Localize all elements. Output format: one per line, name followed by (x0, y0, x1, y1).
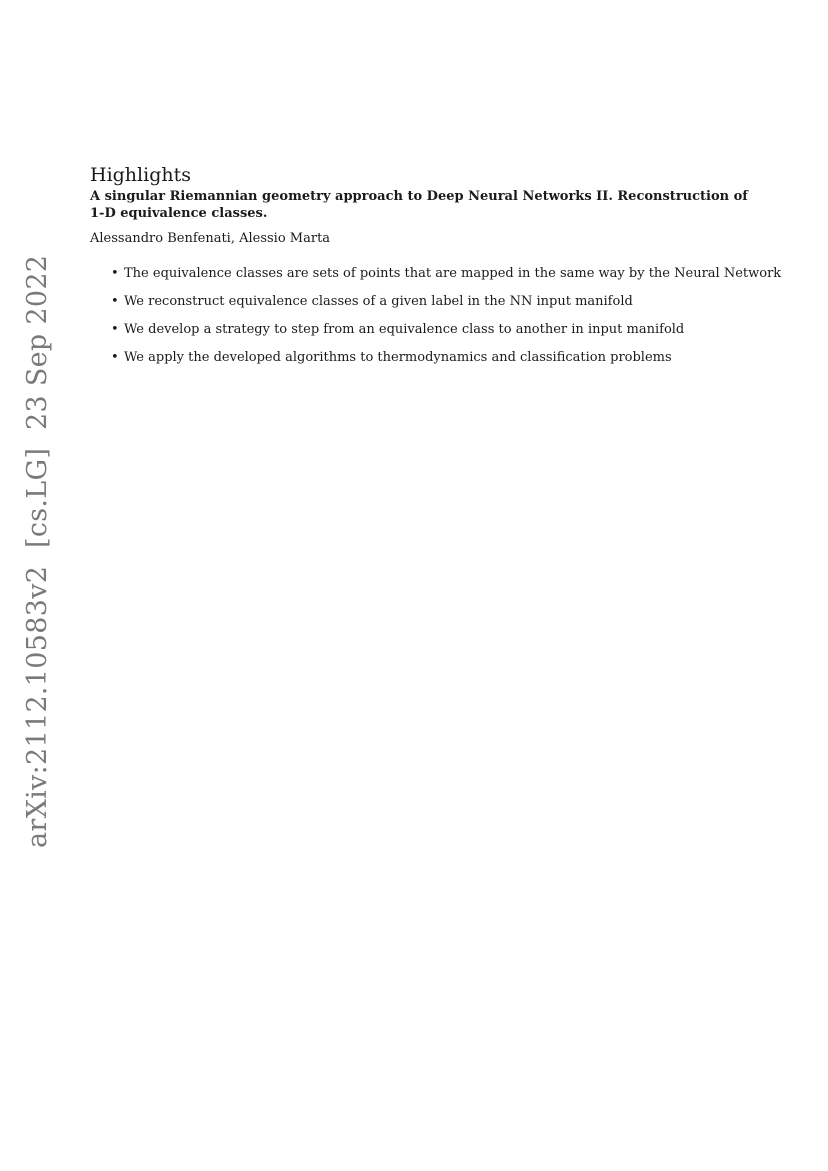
highlight-item (90, 321, 790, 349)
bullet-icon: • (111, 266, 119, 281)
highlights-list (90, 265, 790, 377)
highlight-text: We reconstruct equivalence classes of a given label in the NN input manifold (124, 294, 633, 309)
bullet-icon: • (111, 322, 119, 337)
highlight-item (90, 293, 790, 321)
paper-title: A singular Riemannian geometry approach to Deep Neural Networks II. Reconstruction of 1-D equivalence classes. (90, 189, 748, 221)
bullet-icon: • (111, 350, 119, 365)
highlight-text: The equivalence classes are sets of points that are mapped in the same way by the Neural Network (124, 266, 782, 281)
highlight-item (90, 265, 790, 293)
highlight-text: We apply the developed algorithms to thermodynamics and classification problems (124, 350, 672, 365)
highlight-text: We develop a strategy to step from an equivalence class to another in input manifold (124, 322, 685, 337)
author-list: Alessandro Benfenati, Alessio Marta (90, 231, 331, 246)
section-heading: Highlights (90, 163, 191, 186)
highlight-item (90, 349, 790, 377)
bullet-icon: • (111, 294, 119, 309)
arxiv-identifier-stamp: arXiv:2112.10583v2 [cs.LG] 23 Sep 2022 (22, 254, 53, 848)
